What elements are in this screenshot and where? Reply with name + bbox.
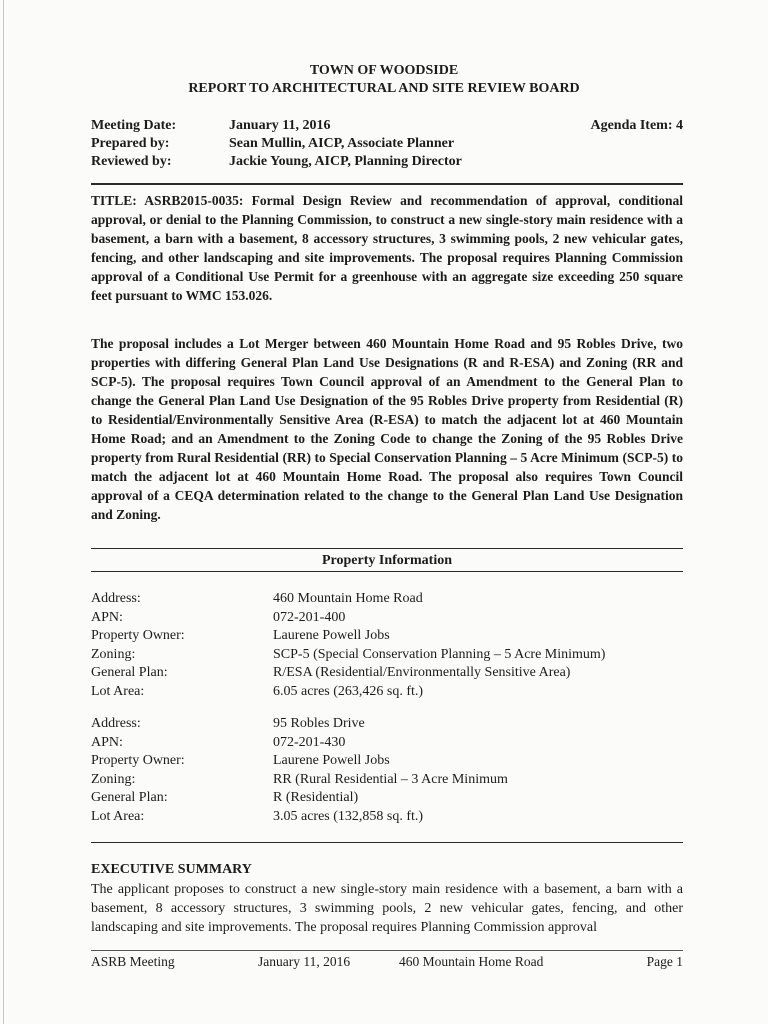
property-row	[91, 664, 683, 683]
property-label: Property Owner:	[91, 753, 185, 768]
property-row	[91, 771, 683, 790]
property-info-end-rule	[91, 842, 683, 843]
meeting-date-label: Meeting Date:	[91, 118, 177, 133]
property-value: SCP-5 (Special Conservation Planning – 5 Acre Minimum)	[273, 646, 606, 662]
footer-rule	[91, 950, 683, 951]
property-label: Lot Area:	[91, 683, 145, 699]
reviewed-by-label: Reviewed by:	[91, 154, 172, 169]
property-value: 072-201-430	[273, 734, 346, 750]
proposal-paragraph: The proposal includes a Lot Merger between 460 Mountain Home Road and 95 Robles Drive, two properties with differing General Plan Land Use Designations (R and R-ESA) and Zoning (RR and SCP-5). The proposal requires Town Council approval of an Amendment to the General Plan to change the General Plan Land Use Designation of the 95 Robles Drive property from Residential (R) to Residential/Environmentally Sensitive Area (R-ESA) to match the adjacent lot at 460 Mountain Home Road; and an Amendment to the Zoning Code to change the Zoning of the 95 Robles Drive property from Rural Residential (RR) to Special Conservation Planning – 5 Acre Minimum (SCP-5) to match the adjacent lot at 460 Mountain Home Road. The proposal also requires Town Council approval of a CEQA determination related to the change to the General Plan Land Use Designation and Zoning.	[91, 336, 683, 522]
footer-page-number: Page 1	[646, 954, 683, 969]
property-label: Address:	[91, 591, 141, 606]
footer-address: 460 Mountain Home Road	[399, 954, 544, 969]
property-row	[91, 752, 683, 771]
meeting-date-value: January 11, 2016	[229, 118, 331, 133]
property-row	[91, 808, 683, 827]
property-value: R (Residential)	[273, 790, 359, 805]
property-row	[91, 789, 683, 808]
property-value: Laurene Powell Jobs	[273, 628, 390, 643]
property-row	[91, 590, 683, 609]
property-label: General Plan:	[91, 665, 168, 680]
property-value: R/ESA (Residential/Environmentally Sensitive Area)	[273, 665, 571, 680]
property-label: APN:	[91, 609, 123, 625]
reviewed-by-value: Jackie Young, AICP, Planning Director	[229, 154, 462, 169]
executive-summary-text: The applicant proposes to construct a new single-story main residence with a basement, a barn with a basement, 8 accessory structures, 3 swimming pools, 2 new vehicular gates, fencing, and other landscaping and site improvements. The proposal requires Planning Commission approval	[91, 882, 683, 935]
property-row	[91, 609, 683, 628]
property-row	[91, 734, 683, 753]
property-value: 95 Robles Drive	[273, 716, 365, 731]
property-row	[91, 646, 683, 665]
property-label: APN:	[91, 734, 123, 750]
property-row	[91, 715, 683, 734]
property-label: Lot Area:	[91, 808, 145, 824]
property-value: 3.05 acres (132,858 sq. ft.)	[273, 808, 424, 824]
footer-date: January 11, 2016	[258, 954, 351, 969]
property-label: Property Owner:	[91, 628, 185, 643]
property-block-460-mountain-home	[91, 590, 683, 701]
property-info-bottom-rule	[91, 571, 683, 572]
property-value: Laurene Powell Jobs	[273, 753, 390, 768]
prepared-by-label: Prepared by:	[91, 136, 170, 151]
town-heading: TOWN OF WOODSIDE	[309, 63, 459, 78]
property-label: General Plan:	[91, 790, 168, 805]
report-heading: REPORT TO ARCHITECTURAL AND SITE REVIEW BOARD	[188, 81, 580, 96]
property-label: Zoning:	[91, 646, 136, 662]
property-label: Address:	[91, 716, 141, 731]
property-value: RR (Rural Residential – 3 Acre Minimum	[273, 771, 508, 787]
footer-meeting: ASRB Meeting	[91, 954, 175, 969]
property-value: 072-201-400	[273, 609, 346, 625]
property-value: 6.05 acres (263,426 sq. ft.)	[273, 683, 424, 699]
executive-summary-heading: EXECUTIVE SUMMARY	[91, 862, 252, 877]
property-block-95-robles	[91, 715, 683, 826]
property-info-title: Property Information	[322, 553, 452, 568]
prepared-by-value: Sean Mullin, AICP, Associate Planner	[229, 136, 455, 151]
title-divider	[91, 183, 683, 185]
property-info-top-rule	[91, 548, 683, 549]
title-paragraph: TITLE: ASRB2015-0035: Formal Design Review and recommendation of approval, conditional approval, or denial to the Planning Commission, to construct a new single-story main residence with a basement, a barn with a basement, 8 accessory structures, 3 swimming pools, 2 new vehicular gates, fencing, and other landscaping and site improvements. The proposal requires Planning Commission approval of a Conditional Use Permit for a greenhouse with an aggregate size exceeding 250 square feet pursuant to WMC 153.026.	[91, 193, 683, 303]
agenda-item: Agenda Item: 4	[590, 118, 683, 133]
property-label: Zoning:	[91, 771, 136, 787]
property-value: 460 Mountain Home Road	[273, 591, 423, 606]
property-row	[91, 627, 683, 646]
scan-edge	[3, 0, 4, 1024]
property-row	[91, 683, 683, 702]
